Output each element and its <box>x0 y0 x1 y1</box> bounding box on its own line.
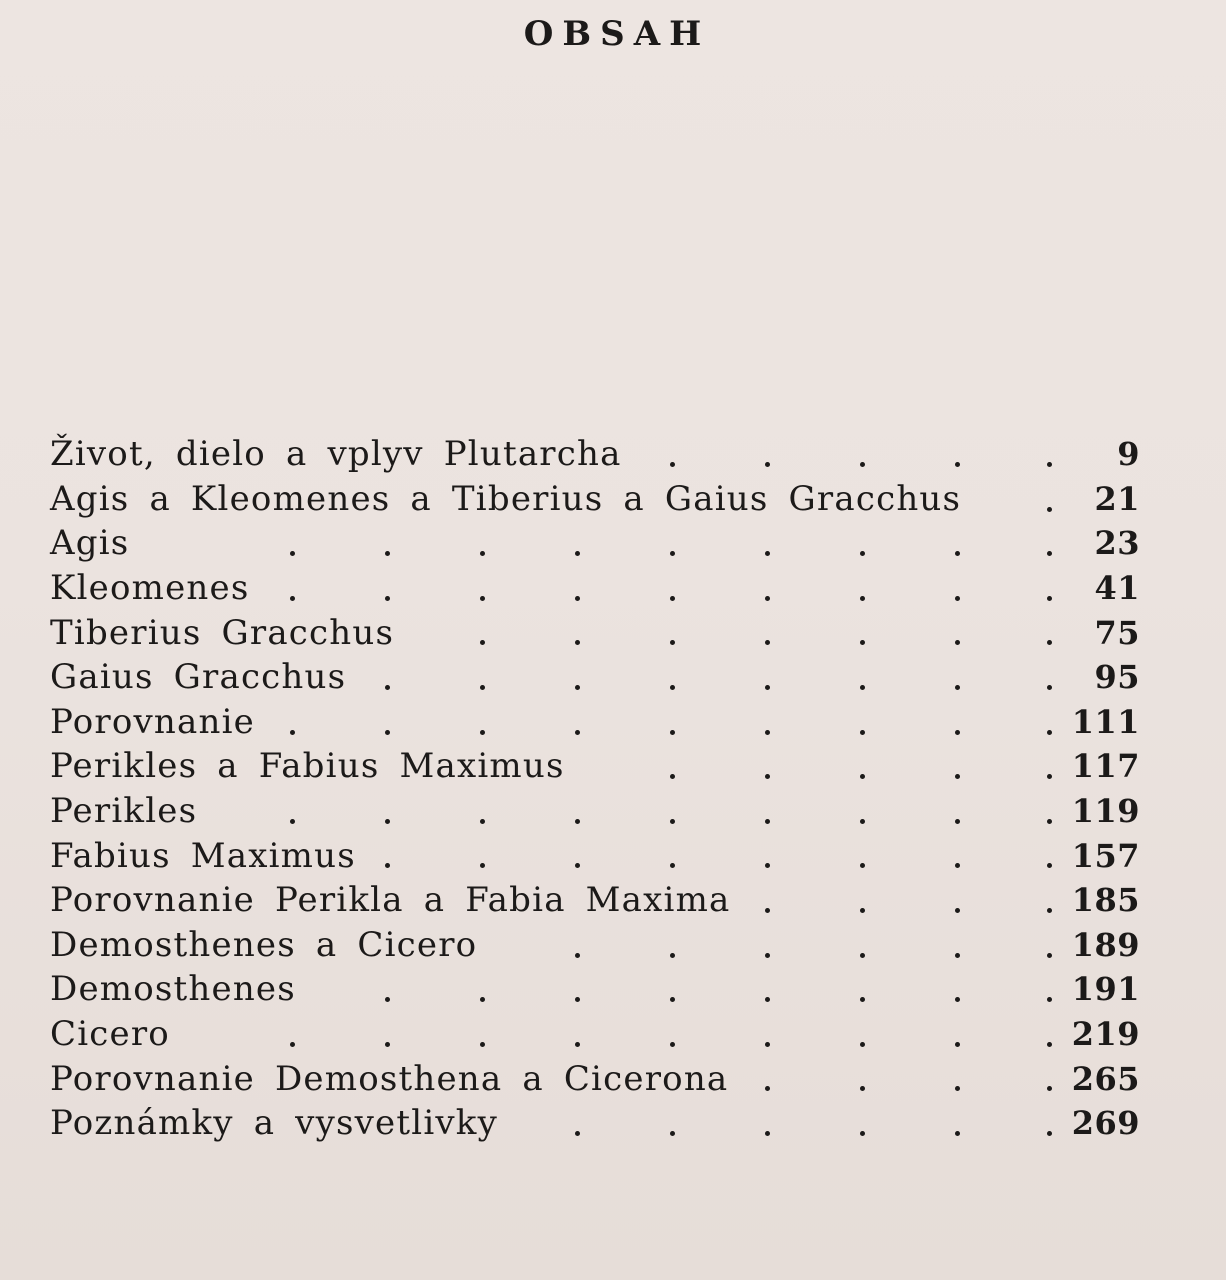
toc-page-number: 219 <box>1071 1015 1140 1054</box>
leader-dot <box>480 730 485 735</box>
leader-dot <box>480 863 485 868</box>
leader-dot <box>480 685 485 690</box>
leader-dot <box>860 1086 865 1091</box>
leader-dot <box>955 685 960 690</box>
toc-page-number: 191 <box>1071 970 1140 1009</box>
toc-row <box>50 477 1140 522</box>
leader-dot <box>765 730 770 735</box>
leader-dot <box>480 596 485 601</box>
toc-page-number: 185 <box>1071 881 1140 920</box>
leader-dot <box>670 462 675 467</box>
leader-dot <box>575 640 580 645</box>
leader-dot <box>955 908 960 913</box>
leader-dot <box>670 997 675 1002</box>
leader-dot <box>955 730 960 735</box>
leader-dot <box>480 997 485 1002</box>
leader-dot <box>575 730 580 735</box>
toc-entry-title: Poznámky a vysvetlivky <box>50 1103 499 1144</box>
leader-dot <box>670 819 675 824</box>
toc-page-number: 117 <box>1071 747 1140 786</box>
leader-dot <box>860 640 865 645</box>
leader-dot <box>290 1042 295 1047</box>
toc-entry-title: Perikles <box>50 791 198 832</box>
leader-dot <box>1047 596 1052 601</box>
toc-page-number: 41 <box>1094 569 1140 608</box>
leader-dot <box>290 819 295 824</box>
leader-dot <box>860 997 865 1002</box>
toc-row <box>50 833 1140 878</box>
toc-row <box>50 655 1140 700</box>
leader-dot <box>955 997 960 1002</box>
leader-dot <box>860 863 865 868</box>
leader-dot <box>860 551 865 556</box>
leader-dot <box>480 551 485 556</box>
toc-row <box>50 610 1140 655</box>
leader-dot <box>670 551 675 556</box>
dot-leader <box>50 1012 1010 1057</box>
toc-page-number: 111 <box>1071 702 1140 741</box>
leader-dot <box>385 863 390 868</box>
toc-page-number: 265 <box>1071 1059 1140 1098</box>
leader-dot <box>670 640 675 645</box>
toc-page-number: 23 <box>1094 524 1140 563</box>
leader-dot <box>670 863 675 868</box>
leader-dot <box>290 551 295 556</box>
leader-dot <box>765 819 770 824</box>
toc-entry-title: Fabius Maximus <box>50 835 356 876</box>
toc-page-number: 119 <box>1071 792 1140 831</box>
page-title: OBSAH <box>523 14 711 54</box>
leader-dot <box>385 819 390 824</box>
leader-dot <box>955 640 960 645</box>
toc-page-number: 21 <box>1094 479 1140 518</box>
toc-entry-title: Porovnanie Perikla a Fabia Maxima <box>50 880 731 921</box>
toc-page-number: 9 <box>1117 435 1140 474</box>
leader-dot <box>670 1042 675 1047</box>
toc-row <box>50 566 1140 611</box>
leader-dot <box>955 1042 960 1047</box>
toc-row <box>50 967 1140 1012</box>
toc-entry-title: Agis <box>50 523 130 564</box>
leader-dot <box>1047 1042 1052 1047</box>
leader-dot <box>1047 507 1052 512</box>
leader-dot <box>955 551 960 556</box>
leader-dot <box>765 953 770 958</box>
toc-entry-title: Perikles a Fabius Maximus <box>50 746 565 787</box>
leader-dot <box>955 819 960 824</box>
toc-page-number: 95 <box>1094 658 1140 697</box>
leader-dot <box>955 1131 960 1136</box>
leader-dot <box>765 640 770 645</box>
toc-row <box>50 700 1140 745</box>
leader-dot <box>765 863 770 868</box>
toc-page-number: 75 <box>1094 613 1140 652</box>
toc-entry-title: Demosthenes <box>50 969 296 1010</box>
leader-dot <box>670 1131 675 1136</box>
leader-dot <box>670 953 675 958</box>
toc-row <box>50 521 1140 566</box>
leader-dot <box>670 596 675 601</box>
toc-row <box>50 1012 1140 1057</box>
leader-dot <box>765 1042 770 1047</box>
leader-dot <box>860 596 865 601</box>
leader-dot <box>290 596 295 601</box>
leader-dot <box>575 997 580 1002</box>
toc-row <box>50 432 1140 477</box>
leader-dot <box>765 596 770 601</box>
leader-dot <box>575 863 580 868</box>
leader-dot <box>860 1131 865 1136</box>
toc-entry-title: Porovnanie <box>50 701 255 742</box>
toc-page-number: 269 <box>1071 1104 1140 1143</box>
toc-entry-title: Život, dielo a vplyv Plutarcha <box>50 434 622 475</box>
leader-dot <box>575 1131 580 1136</box>
leader-dot <box>670 730 675 735</box>
dot-leader <box>50 521 1010 566</box>
leader-dot <box>670 774 675 779</box>
leader-dot <box>575 551 580 556</box>
leader-dot <box>670 685 675 690</box>
toc-entry-title: Agis a Kleomenes a Tiberius a Gaius Gracchus <box>50 478 962 519</box>
leader-dot <box>1047 953 1052 958</box>
leader-dot <box>765 685 770 690</box>
leader-dot <box>480 1042 485 1047</box>
leader-dot <box>765 551 770 556</box>
leader-dot <box>575 1042 580 1047</box>
leader-dot <box>860 462 865 467</box>
leader-dot <box>575 685 580 690</box>
leader-dot <box>480 640 485 645</box>
leader-dot <box>480 819 485 824</box>
leader-dot <box>1047 908 1052 913</box>
table-of-contents <box>50 432 1140 1146</box>
leader-dot <box>955 863 960 868</box>
leader-dot <box>575 596 580 601</box>
toc-entry-title: Gaius Gracchus <box>50 657 347 698</box>
toc-entry-title: Porovnanie Demosthena a Cicerona <box>50 1058 729 1099</box>
leader-dot <box>385 551 390 556</box>
leader-dot <box>575 819 580 824</box>
toc-entry-title: Cicero <box>50 1014 170 1055</box>
toc-entry-title: Demosthenes a Cicero <box>50 924 478 965</box>
leader-dot <box>955 462 960 467</box>
leader-dot <box>860 953 865 958</box>
leader-dot <box>860 819 865 824</box>
leader-dot <box>765 1086 770 1091</box>
leader-dot <box>1047 685 1052 690</box>
leader-dot <box>385 685 390 690</box>
toc-row <box>50 923 1140 968</box>
leader-dot <box>860 908 865 913</box>
leader-dot <box>765 774 770 779</box>
leader-dot <box>385 730 390 735</box>
toc-row <box>50 1056 1140 1101</box>
toc-row <box>50 744 1140 789</box>
leader-dot <box>955 1086 960 1091</box>
toc-page-number: 189 <box>1071 925 1140 964</box>
leader-dot <box>860 774 865 779</box>
toc-entry-title: Tiberius Gracchus <box>50 612 395 653</box>
leader-dot <box>955 953 960 958</box>
leader-dot <box>765 997 770 1002</box>
leader-dot <box>860 1042 865 1047</box>
leader-dot <box>1047 819 1052 824</box>
leader-dot <box>290 730 295 735</box>
leader-dot <box>385 596 390 601</box>
leader-dot <box>1047 1131 1052 1136</box>
toc-row <box>50 789 1140 834</box>
leader-dot <box>385 997 390 1002</box>
toc-row <box>50 878 1140 923</box>
leader-dot <box>860 730 865 735</box>
leader-dot <box>1047 730 1052 735</box>
toc-entry-title: Kleomenes <box>50 568 250 609</box>
leader-dot <box>1047 462 1052 467</box>
toc-row <box>50 1101 1140 1146</box>
leader-dot <box>955 596 960 601</box>
leader-dot <box>575 953 580 958</box>
leader-dot <box>765 1131 770 1136</box>
leader-dot <box>860 685 865 690</box>
toc-page-number: 157 <box>1071 836 1140 875</box>
leader-dot <box>765 462 770 467</box>
leader-dot <box>955 774 960 779</box>
leader-dot <box>385 1042 390 1047</box>
leader-dot <box>765 908 770 913</box>
